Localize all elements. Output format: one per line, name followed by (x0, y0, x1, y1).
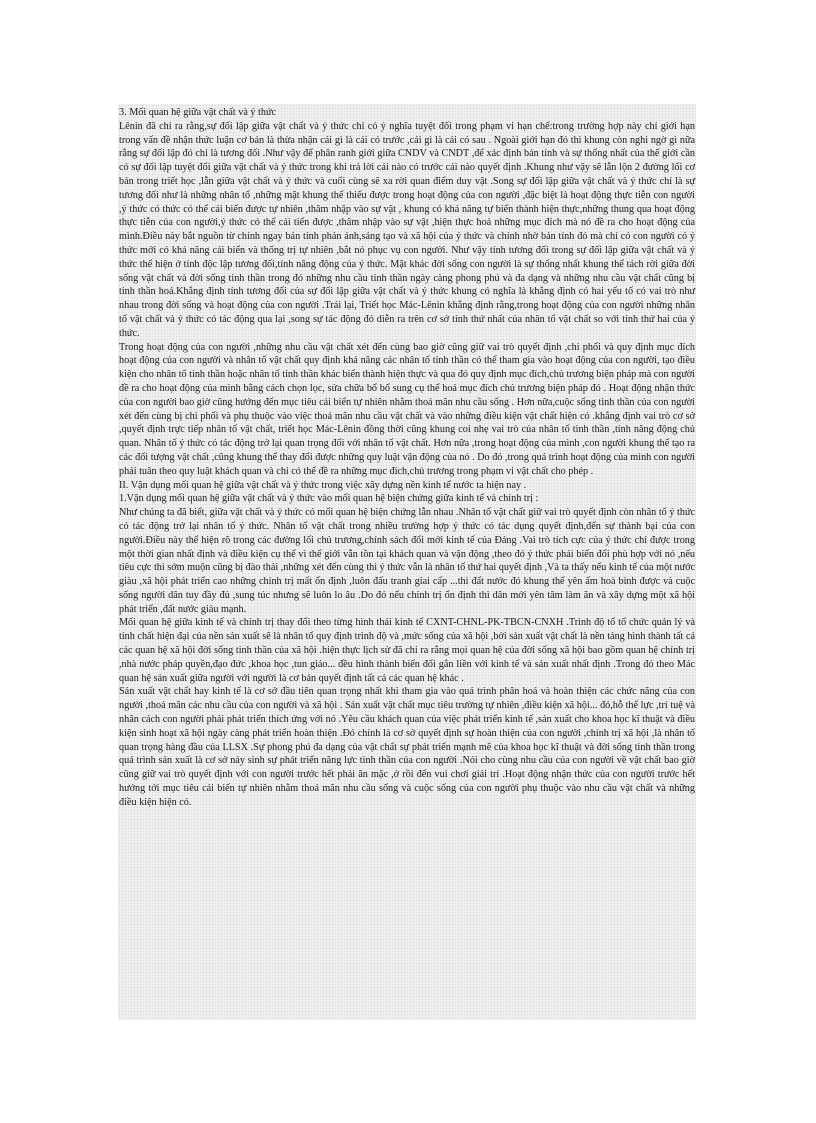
document-body (119, 106, 695, 810)
section-3-paragraph: Trong hoạt động của con người ,những nhu cầu vật chất xét đến cùng bao giờ cũng giữ vai trò quyết định ,chi phối và quy định mục đích hoạt động của con người và nhân tố vật chất quy định khả năng các nhân tố tinh thần có thể tham gia vào hoạt động của con người, tạo điều kiện cho nhân tố tinh thần hoặc nhân tố tinh thần khác biến thành hiện thực và qua đó quy định mục đích,chủ trương biện pháp mà con người đề ra cho hoạt động của mình bằng cách chọn lọc, sửa chữa bổ bổ sung cụ thể hoá mục đích chủ trương biện pháp đó . Hoạt động nhận thức của con người bao giờ cũng hướng đến mục tiêu cải biến tự nhiên nhằm thoả mãn nhu cầu sống . Hơn nữa,cuộc sống tinh thần của con người xét đến cùng bị chi phối và phụ thuộc vào việc thoả mãn nhu cầu vật chất và vào những điều kiện vật chất hiện có .khẳng định vai trò cơ sở ,quyết định trực tiếp nhân tố vật chất, triết học Mác-Lênin đồng thời cũng khung coi nhẹ vai trò của nhân tố tinh thần ,tính năng động chủ quan. Nhân tố ý thức có tác động trở lại quan trọng đối với nhân tố vật chất. Hơn nữa ,trong hoạt động của mình ,con người khung thể tạo ra các đối tượng vật chất ,cũng khung thể thay đổi được những quy luật vận động của nó . Do đó ,trong quá trình hoạt động của mình con người phải tuân theo quy luật khách quan và chỉ có thể đề ra những mục đích,chủ trương trong phạm vi vật chất cho phép . (119, 341, 695, 477)
document-page (118, 104, 696, 1020)
section-2-paragraph: Sản xuất vật chất hay kinh tế là cơ sở đầu tiên quan trọng nhất khi tham gia vào quá trình phân hoá và hoàn thiện các chức năng của con người ,thoả mãn các nhu cầu của con người và xã hội . Sản xuất vật chất mục tiêu trường tự nhiên ,điều kiện xã hội... đó,hỗ thể lực ,trí tuệ và nhân cách con người phải phát triển thích ứng với nó .Yêu cầu khách quan của việc phát triển kinh tế ,sản xuất cho khoa học kĩ thuật và điều kiện sinh hoạt xã hội ngày càng phát triển hoàn thiện .Đó chính là cơ sở quyết định sự hoàn thiện của con người ,chính trị xã hội ,là nhân tố quan trọng hàng đầu của LLSX .Sự phong phú đa dạng của vật chất sự phát triển mạnh mẽ của khoa học kĩ thuật và đời sống tinh thần trong quá trình sản xuất là cơ sở nảy sinh sự phát triển năng lực tinh thần của con người .Nói cho cùng nhu cầu của con người về vật chất bao giờ cũng giữ vai trò quyết định với con người trước hết phải ăn mặc ,ở rồi đến vui chơi giải trí .Hoạt động nhận thức của con người trước hết hướng tới mục tiêu cải biến tự nhiên nhằm thoả mãn nhu cầu sống và cuộc sống của con người phụ thuộc vào nhu cầu vật chất và những điều kiện hiện có. (119, 686, 695, 808)
subsection-1-title: 1.Vận dụng mối quan hệ giữa vật chất và ý thức vào mối quan hệ biện chứng giữa kinh tế và chính trị : (119, 493, 539, 505)
section-3-title: 3. Mối quan hệ giữa vật chất và ý thức (119, 107, 277, 118)
section-3-paragraph: Lênin đã chỉ ra rằng,sự đối lập giữa vật chất và ý thức chỉ có ý nghĩa tuyệt đối trong phạm vi hạn chế:trong trường hợp này chỉ giới hạn trong vấn đề nhận thức luận cơ bản là thừa nhận cái gì là cái có trước ,cái gì là cái có sau . Ngoài giới hạn đó thì khung còn nghi ngờ gì nữa rằng sự đối lập đó chỉ là tương đối .Như vậy để phân ranh giới giữa CNDV và CNDT ,để xác định bản tính và sự thống nhất của thế giới cần có sự đối lập tuyệt đối giữa vật chất và ý thức trong khi trả lời cái nào có trước cái nào quyết định .Khung như vậy sẽ lẫn lộn 2 đường lối cơ bản trong triết học ,lẫn giữa vật chất và ý thức và cuối cùng sẽ xa rời quan điểm duy vật .Song sự đối lập giữa vật chất và ý thức chỉ là sự tương đối như là những nhân tố ,những mặt khung thể thiếu được trong hoạt động của con người ,đặc biệt là hoạt động thực tiễn con người ,ý thức có thức có thể cải biến được tự nhiên ,thâm nhập vào sự vật , khung có khả năng tự biến thành hiện thực,những thung qua hoạt động thực tiễn của con người,ý thức có thể cải tiến được ,thâm nhập vào sự vật ,hiện thực hoá những mục đích mà nó đề ra cho hoạt động của mình.Điều này bắt nguồn từ chính ngay bản tính phản ánh,sáng tạo và xã hội của ý thức và chính nhờ bản tính đó mà chỉ có con người có ý thức mới có khả năng cải biến và thống trị tự nhiên ,bắt nó phục vụ con người. Như vậy tính tương đối trong sự đối lập giữa vật chất và ý thức thể hiện ở tính độc lập tương đối,tính năng động của ý thức. Mặt khác đời sống con người là sự thống nhất khung thể tách rời giữa đời sống vật chất và đời sống tinh thần trong đó những nhu cầu tinh thần ngày càng phong phú và đa dạng và những nhu cầu vật chất cũng bị tinh thần hoá.Khẳng định tính tương đối của sự đối lập giữa vật chất và ý thức khung có nghĩa là khẳng định có hai yếu tố có vai trò như nhau trong đời sống và hoạt động của con người .Trái lại, Triết học Mác-Lênin khẳng định rằng,trong hoạt động của con người những nhân tố vật chất và ý thức có tác động qua lại ,song sự tác động đó diễn ra trên cơ sở tính thứ nhất của nhân tố vật chất so với tính thứ hai của ý thức. (119, 120, 695, 339)
section-2-title: II. Vận dụng mối quan hệ giữa vật chất và ý thức trong việc xây dựng nền kinh tế nước ta hiện nay . (119, 479, 527, 491)
section-2-paragraph: Mối quan hệ giữa kinh tế và chính trị thay đổi theo từng hình thái kinh tế CXNT-CHNL-PK-TBCN-CNXH .Trình độ tổ tổ chức quản lý và tính chất hiện đại của nền sản xuất sẽ là nhân tố quy định trình độ và ,mức sống của xã hội ,bởi sản xuất vật chất là nền tảng hình thành tất cả các quan hệ xã hội đời sống tinh thần của xã hội .hiện thực lịch sử đã chỉ ra rằng mọi quan hệ của đời sống xã hội bao gồm quan hệ chính trị ,nhà nước pháp quyền,đạo đức ,khoa học ,tun giáo... đều hình thành biến đổi gắn liền với kinh tế và sản xuất nhất định .Trong đó theo Mác quan hệ sản xuất giữa người với người là cơ bản quyết định tất cả các quan hệ khác . (119, 617, 695, 684)
section-2-paragraph: Như chúng ta đã biết, giữa vật chất và ý thức có mối quan hệ biện chứng lẫn nhau .Nhân tố vật chất giữ vai trò quyết định còn nhân tố ý thức có tác động trở lại nhân tố ý thức. Nhân tố vật chất trong nhiều trường hợp ý thức có tác dụng quyết định,đến sự thành bại của con người.Điều này thể hiện rõ trong các đường lối chủ trương,chính sách đổi mới kinh tế của Đảng .Vai trò tích cực của ý thức chỉ được trong một thời gian nhất định và điều kiện cụ thể vì thế giới vẫn tồn tại khách quan và vận động ,theo đó ý thức phải biến đổi phù hợp với nó ,nếu tiêu cực thì sớm muộn cũng bị đào thải ,những xét đến cùng thì ý thức vẫn là nhân tố thứ hai quyết định ,Và ta thấy nếu kinh tế của một nước giàu ,xã hội phát triển cao những chính trị mất ổn định ,luôn đấu tranh giai cấp ...thì đất nước đó khung thể yên ấm hoà bình được và cuộc sống người dân tuy đầy đủ ,sung túc nhưng sẽ luôn lo âu .Do đó nếu chính trị ổn định thì dân mới yên tâm làm ăn và xây dựng một xã hội phát triển ,đất nước giàu mạnh. (119, 507, 695, 615)
